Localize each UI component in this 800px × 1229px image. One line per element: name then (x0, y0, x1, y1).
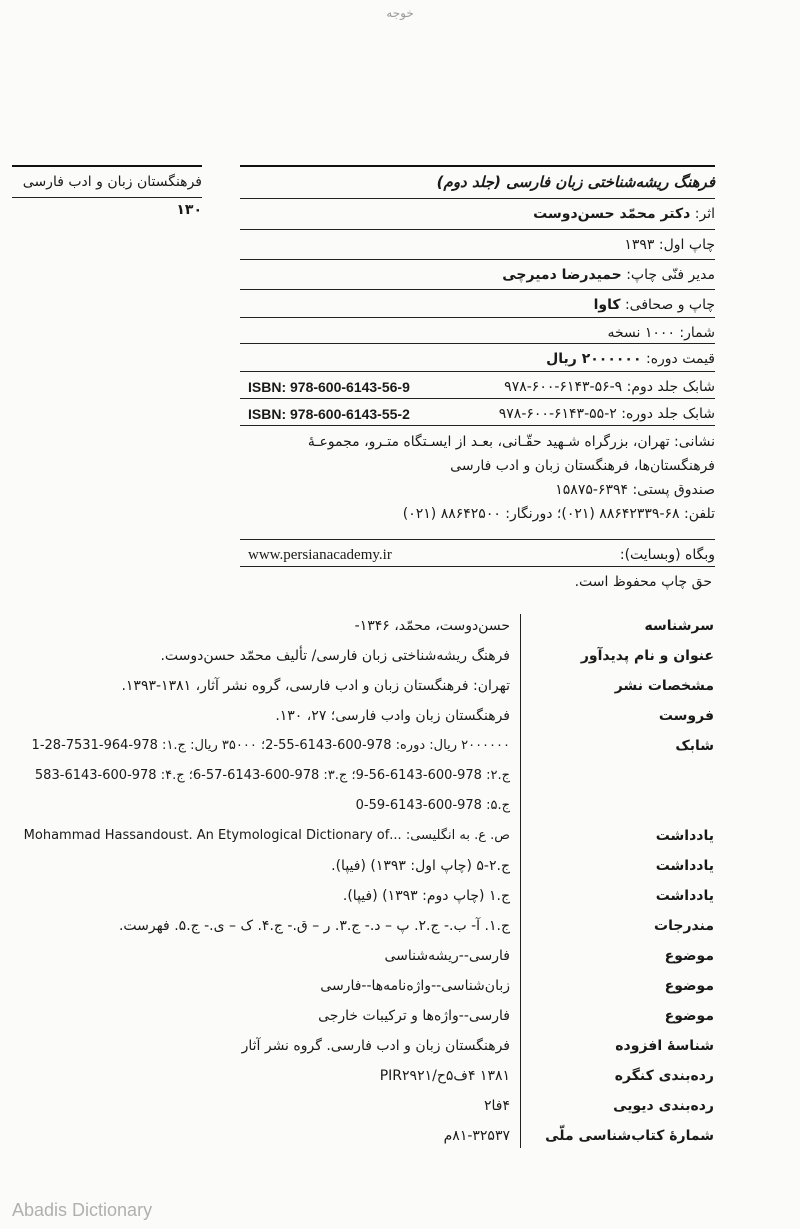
catalog-value: فرهنگستان زبان و ادب فارسی. گروه نشر آثار (241, 1038, 510, 1054)
phone: تلفن: ۶۸-۸۸۶۴۲۳۳۹ (۰۲۱)؛ دورنگار: ۸۸۶۴۲۵۰۰ (۰۲۱) (402, 506, 715, 522)
catalog-row (0, 914, 800, 944)
catalog-row (0, 1004, 800, 1034)
printing-label: چاپ و صحافی: (624, 297, 715, 313)
catalog-row (0, 614, 800, 644)
catalog-label: شناسهٔ افزوده (615, 1038, 714, 1054)
catalog-value: ۱۳۸۱ ۴ف۵ح/PIR۲۹۲۱ (379, 1068, 510, 1084)
catalog-value: ص. ع. به انگلیسی: ...Mohammad Hassandoust. An Etymological Dictionary of (23, 828, 510, 843)
catalog-value: ۴فا۲ (483, 1098, 510, 1114)
catalog-row (0, 824, 800, 854)
catalog-value: حسن‌دوست، محمّد، ۱۳۴۶- (354, 618, 510, 634)
isbn-set-fa: شابک جلد دوره: ۲-۵۵-۶۱۴۳-۶۰۰-۹۷۸ (498, 406, 715, 422)
catalog-value: زبان‌شناسی--واژه‌نامه‌ها--فارسی (320, 978, 510, 994)
isbn-vol2-fa: شابک جلد دوم: ۹-۵۶-۶۱۴۳-۶۰۰-۹۷۸ (504, 379, 715, 395)
catalog-label: یادداشت (655, 888, 714, 904)
website-label: وبگاه (وبسایت): (619, 547, 715, 563)
price-row (240, 343, 715, 370)
catalog-label: یادداشت (655, 858, 714, 874)
address-row (240, 425, 715, 526)
catalog-row (0, 1064, 800, 1094)
catalog-value: ۲۰۰۰۰۰۰ ریال: دوره: 978-600-6143-55-2؛ ۳۵۰۰۰ ریال: ج.۱: 978-964-7531-28-1 (31, 738, 510, 753)
isbn-vol2-row (240, 371, 715, 398)
catalog-value: فرهنگ ریشه‌شناختی زبان فارسی/ تألیف محمّد حسن‌دوست. (160, 648, 510, 664)
catalog-label: مندرجات (654, 918, 714, 934)
author-label: اثر: (694, 206, 715, 222)
author-row (240, 198, 715, 225)
book-title: فرهنگ ریشه‌شناختی زبان فارسی (جلد دوم) (240, 165, 715, 193)
catalog-label: یادداشت (655, 828, 714, 844)
price-label: قیمت دوره: (645, 351, 715, 367)
catalog-label: عنوان و نام پدیدآور (580, 648, 714, 664)
catalog-row (0, 944, 800, 974)
printing-row (240, 289, 715, 316)
cataloging-record (0, 614, 800, 1154)
header-mark: خوجه (386, 6, 414, 20)
catalog-row (0, 1124, 800, 1154)
tech-manager-row (240, 259, 715, 286)
catalog-value: فارسی--ریشه‌شناسی (384, 948, 510, 964)
catalog-row (0, 734, 800, 764)
catalog-label: سرشناسه (644, 618, 714, 634)
catalog-label: موضوع (664, 978, 714, 994)
catalog-value: فارسی--واژه‌ها و ترکیبات خارجی (318, 1008, 510, 1024)
catalog-row (0, 884, 800, 914)
catalog-value: ۸۱-۳۲۵۳۷م (443, 1128, 510, 1144)
address-line-2: فرهنگستان‌ها، فرهنگستان زبان و ادب فارسی (450, 458, 715, 474)
catalog-value: فرهنگستان زبان وادب فارسی؛ ۲۷، ۱۳۰. (275, 708, 510, 724)
address-line-1: نشانی: تهران، بزرگراه شـهید حقّـانی، بعـد از ایسـتگاه متـرو، مجموعـهٔ (307, 434, 715, 450)
catalog-row (0, 674, 800, 704)
watermark-text: Abadis Dictionary (12, 1200, 153, 1220)
catalog-value: ج.۵: 978-600-6143-59-0 (355, 798, 510, 813)
website-row (240, 539, 715, 566)
tech-manager-label: مدیر فنّی چاپ: (626, 267, 715, 283)
edition-row: چاپ اول: ۱۳۹۳ (240, 229, 715, 256)
catalog-value: ج.۲: 978-600-6143-56-9؛ ج.۳: 978-600-6143-57-6؛ ج.۴: 978-600-6143-583 (34, 768, 510, 783)
isbn-vol2-en: ISBN: 978-600-6143-56-9 (248, 379, 410, 395)
catalog-row (0, 974, 800, 1004)
catalog-value: ج.۱ (چاپ دوم: ۱۳۹۳) (فیپا). (342, 888, 510, 904)
catalog-value: ج.۱. آ- ب.- ج.۲. پ – د.- ج.۳. ر – ق.- ج.۴. ک – ی.- ج.۵. فهرست. (118, 918, 510, 934)
catalog-row (0, 704, 800, 734)
catalog-row (0, 764, 800, 794)
catalog-label: موضوع (664, 948, 714, 964)
isbn-set-en: ISBN: 978-600-6143-55-2 (248, 406, 410, 422)
catalog-value: ج.۲-۵ (چاپ اول: ۱۳۹۳) (فیپا). (331, 858, 510, 874)
series-number: ۱۳۰ (12, 197, 202, 218)
copyright-notice: حق چاپ محفوظ است. (574, 574, 712, 590)
catalog-label: مشخصات نشر (614, 678, 714, 694)
catalog-row (0, 854, 800, 884)
catalog-row (0, 1034, 800, 1064)
isbn-set-row (240, 398, 715, 425)
catalog-label: رده‌بندی دیویی (613, 1098, 714, 1114)
copies-row: شمار: ۱۰۰۰ نسخه (240, 317, 715, 344)
catalog-row (0, 794, 800, 824)
series-name: فرهنگستان زبان و ادب فارسی (12, 165, 202, 193)
catalog-label: شمارهٔ کتاب‌شناسی ملّی (545, 1128, 714, 1144)
catalog-value: تهران: فرهنگستان زبان و ادب فارسی، گروه نشر آثار، ۱۳۸۱-۱۳۹۳. (121, 678, 510, 694)
catalog-label: شابک (675, 738, 714, 754)
catalog-label: رده‌بندی کنگره (614, 1068, 714, 1084)
printing-name: کاوا (593, 297, 621, 313)
tech-manager-name: حمیدرضا دمیرچی (502, 267, 622, 283)
website-link[interactable]: www.persianacademy.ir (248, 547, 392, 563)
catalog-row (0, 1094, 800, 1124)
catalog-label: موضوع (664, 1008, 714, 1024)
price-value: ۲۰۰۰۰۰۰ ریال (546, 351, 642, 367)
catalog-row (0, 644, 800, 674)
author-name: دکتر محمّد حسن‌دوست (533, 206, 691, 222)
pobox: صندوق پستی: ۶۳۹۴-۱۵۸۷۵ (555, 482, 715, 498)
catalog-label: فروست (658, 708, 714, 724)
colophon-bottom-rule (240, 566, 715, 567)
